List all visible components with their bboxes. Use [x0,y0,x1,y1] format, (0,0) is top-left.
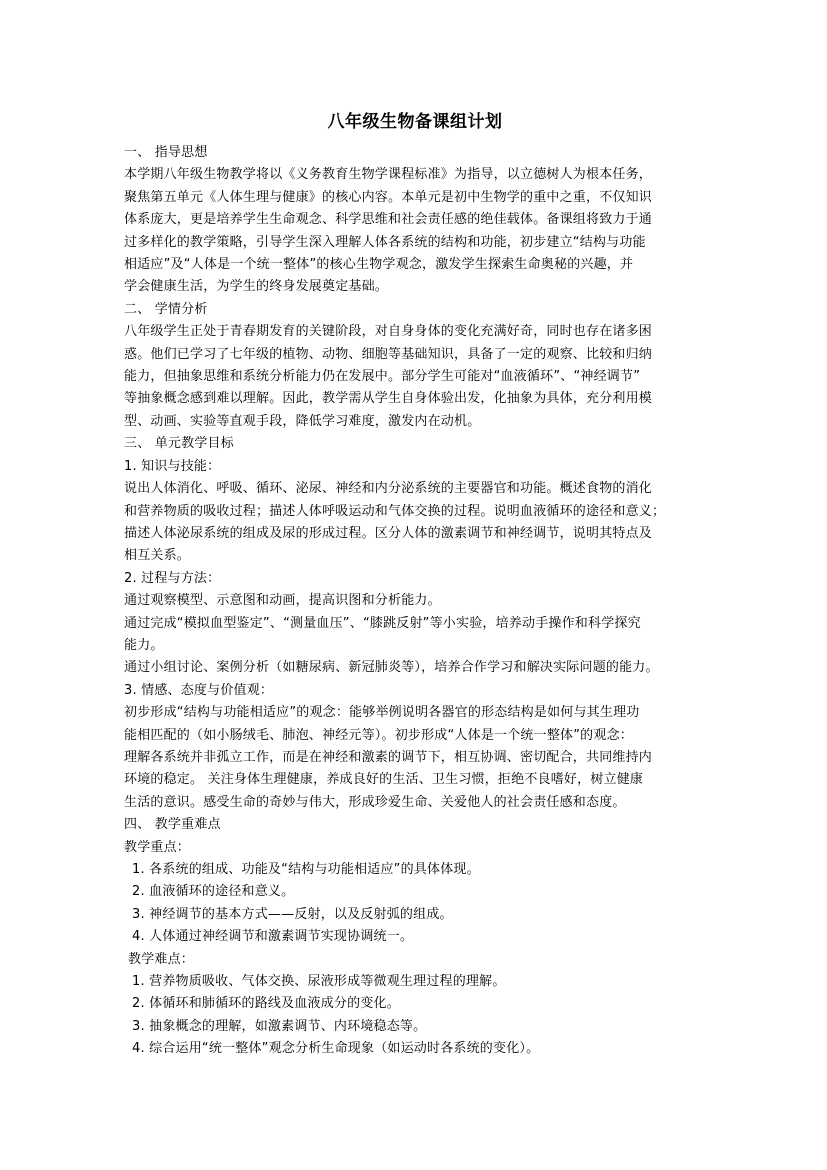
paragraph-line: 能力。 [124,637,164,653]
list-item: 4. 人体通过神经调节和激素调节实现协调统一。 [132,929,414,945]
paragraph-line: 惑。他们已学习了七年级的植物、动物、细胞等基础知识，具备了一定的观察、比较和归纳 [124,346,653,362]
paragraph-line: 等抽象概念感到难以理解。因此，教学需从学生自身体验出发，化抽象为具体，充分利用模 [124,391,653,407]
document-title: 八年级生物备课组计划 [327,112,503,132]
paragraph-line: 通过观察模型、示意图和动画，提高识图和分析能力。 [124,593,441,609]
paragraph-line: 环境的稳定。 关注身体生理健康，养成良好的生活、卫生习惯，拒绝不良嗜好，树立健康 [124,772,644,788]
paragraph-line: 能力，但抽象思维和系统分析能力仍在发展中。部分学生可能对“血液循环”、“神经调节” [124,369,641,385]
section-heading-guiding-thought: 一、 指导思想 [124,145,208,160]
paragraph-line: 通过小组讨论、案例分析（如糖尿病、新冠肺炎等），培养合作学习和解决实际问题的能力。 [124,660,659,676]
list-item: 3. 抽象概念的理解，如激素调节、内环境稳态等。 [132,1018,427,1034]
paragraph-line: 能相匹配的（如小肠绒毛、肺泡、神经元等）。初步形成“人体是一个统一整体”的观念： [124,727,633,743]
paragraph-line: 本学期八年级生物教学将以《义务教育生物学课程标准》为指导，以立德树人为根本任务， [124,167,653,183]
paragraph-line: 生活的意识。感受生命的奇妙与伟大，形成珍爱生命、关爱他人的社会责任感和态度。 [124,794,626,810]
paragraph-line: 描述人体泌尿系统的组成及尿的形成过程。区分人体的激素调节和神经调节，说明其特点及 [124,525,653,541]
paragraph-line: 说出人体消化、呼吸、循环、泌尿、神经和内分泌系统的主要器官和功能。概述食物的消化 [124,481,653,497]
paragraph-line: 初步形成“结构与功能相适应”的观念：能够举例说明各器官的形态结构是如何与其生理功 [124,705,640,721]
list-item: 3. 神经调节的基本方式——反射，以及反射弧的组成。 [132,906,453,922]
subheading-knowledge-skills: 1. 知识与技能： [124,458,221,474]
paragraph-line: 学会健康生活，为学生的终身发展奠定基础。 [124,279,389,295]
subheading-process-methods: 2. 过程与方法： [124,570,221,586]
list-item: 1. 营养物质吸收、气体交换、尿液形成等微观生理过程的理解。 [132,974,506,990]
paragraph-line: 相适应”及“人体是一个统一整体”的核心生物学观念，激发学生探索生命奥秘的兴趣，并 [124,257,634,273]
paragraph-line: 和营养物质的吸收过程；描述人体呼吸运动和气体交换的过程。说明血液循环的途径和意义； [124,503,666,519]
paragraph-line: 聚焦第五单元《人体生理与健康》的核心内容。本单元是初中生物学的重中之重，不仅知识 [124,189,653,205]
list-item: 2. 体循环和肺循环的路线及血液成分的变化。 [132,996,400,1012]
list-item: 4. 综合运用“统一整体”观念分析生命现象（如运动时各系统的变化）。 [132,1041,540,1057]
paragraph-line: 理解各系统并非孤立工作，而是在神经和激素的调节下，相互协调、密切配合，共同维持内 [124,749,653,765]
section-heading-unit-objectives: 三、 单元教学目标 [124,436,234,452]
paragraph-line: 通过完成“模拟血型鉴定”、“测量血压”、“膝跳反射”等小实验，培养动手操作和科学探究 [124,615,641,631]
section-heading-key-difficult-points: 四、 教学重难点 [124,817,221,833]
paragraph-line: 过多样化的教学策略，引导学生深入理解人体各系统的结构和功能，初步建立“结构与功能 [124,234,646,250]
subheading-difficult-points: 教学难点： [128,951,195,967]
subheading-emotion-values: 3. 情感、态度与价值观： [124,682,274,698]
section-heading-student-analysis: 二、 学情分析 [124,301,208,317]
paragraph-line: 八年级学生正处于青春期发育的关键阶段，对自身身体的变化充满好奇，同时也存在诸多困 [124,324,653,340]
paragraph-line: 相互关系。 [124,548,191,564]
list-item: 1. 各系统的组成、功能及“结构与功能相适应”的具体体现。 [132,862,480,877]
paragraph-line: 体系庞大，更是培养学生生命观念、科学思维和社会责任感的绝佳载体。备课组将致力于通 [124,212,653,228]
list-item: 2. 血液循环的途径和意义。 [132,884,295,900]
paragraph-line: 型、动画、实验等直观手段，降低学习难度，激发内在动机。 [124,413,481,429]
document-page [124,108,706,1061]
subheading-key-points: 教学重点： [124,839,191,855]
